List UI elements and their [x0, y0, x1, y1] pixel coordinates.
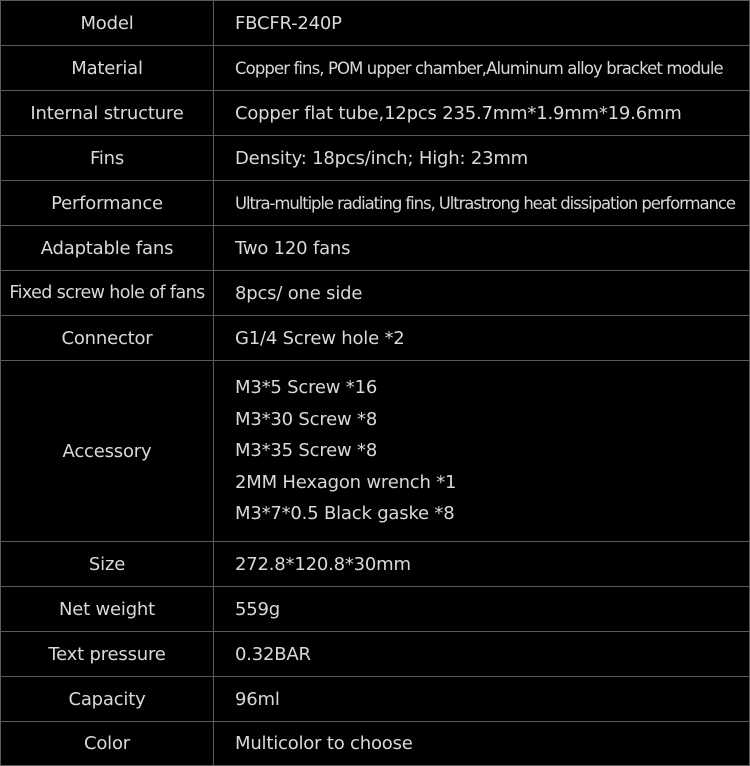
spec-label: Net weight [1, 587, 214, 632]
spec-row-performance [1, 181, 750, 226]
spec-row-capacity [1, 677, 750, 722]
spec-label: Material [1, 46, 214, 91]
spec-value: Two 120 fans [214, 226, 750, 271]
spec-row-model [1, 1, 750, 46]
spec-value: 96ml [214, 677, 750, 722]
spec-label: Model [1, 1, 214, 46]
spec-row-color [1, 722, 750, 766]
spec-value: Ultra-multiple radiating fins, Ultrastrong heat dissipation performance [214, 181, 750, 226]
spec-row-internal-structure [1, 91, 750, 136]
spec-row-connector [1, 316, 750, 361]
spec-label: Size [1, 542, 214, 587]
spec-row-accessory [1, 361, 750, 542]
spec-label: Fixed screw hole of fans [1, 271, 214, 316]
spec-value: G1/4 Screw hole *2 [214, 316, 750, 361]
spec-row-net-weight [1, 587, 750, 632]
spec-row-material [1, 46, 750, 91]
spec-label: Connector [1, 316, 214, 361]
list-item: M3*30 Screw *8 [235, 408, 378, 430]
spec-value: FBCFR-240P [214, 1, 750, 46]
spec-value: Copper flat tube,12pcs 235.7mm*1.9mm*19.6mm [214, 91, 750, 136]
spec-label: Internal structure [1, 91, 214, 136]
accessory-list [214, 361, 750, 542]
spec-value: 0.32BAR [214, 632, 750, 677]
spec-row-fixed-screw-hole [1, 271, 750, 316]
spec-label: Performance [1, 181, 214, 226]
spec-value: 8pcs/ one side [214, 271, 750, 316]
spec-value: 272.8*120.8*30mm [214, 542, 750, 587]
spec-label: Adaptable fans [1, 226, 214, 271]
spec-label: Text pressure [1, 632, 214, 677]
list-item: M3*7*0.5 Black gaske *8 [235, 503, 455, 525]
spec-value: Multicolor to choose [214, 722, 750, 766]
spec-row-fins [1, 136, 750, 181]
list-item: 2MM Hexagon wrench *1 [235, 471, 457, 493]
spec-label: Color [1, 722, 214, 766]
spec-label: Accessory [1, 361, 214, 542]
spec-label: Fins [1, 136, 214, 181]
spec-row-size [1, 542, 750, 587]
spec-value: 559g [214, 587, 750, 632]
spec-value: Density: 18pcs/inch; High: 23mm [214, 136, 750, 181]
list-item: M3*35 Screw *8 [235, 440, 378, 462]
spec-row-adaptable-fans [1, 226, 750, 271]
list-item: M3*5 Screw *16 [235, 377, 378, 399]
spec-label: Capacity [1, 677, 214, 722]
spec-value: Copper fins, POM upper chamber,Aluminum alloy bracket module [214, 46, 750, 91]
spec-row-text-pressure [1, 632, 750, 677]
